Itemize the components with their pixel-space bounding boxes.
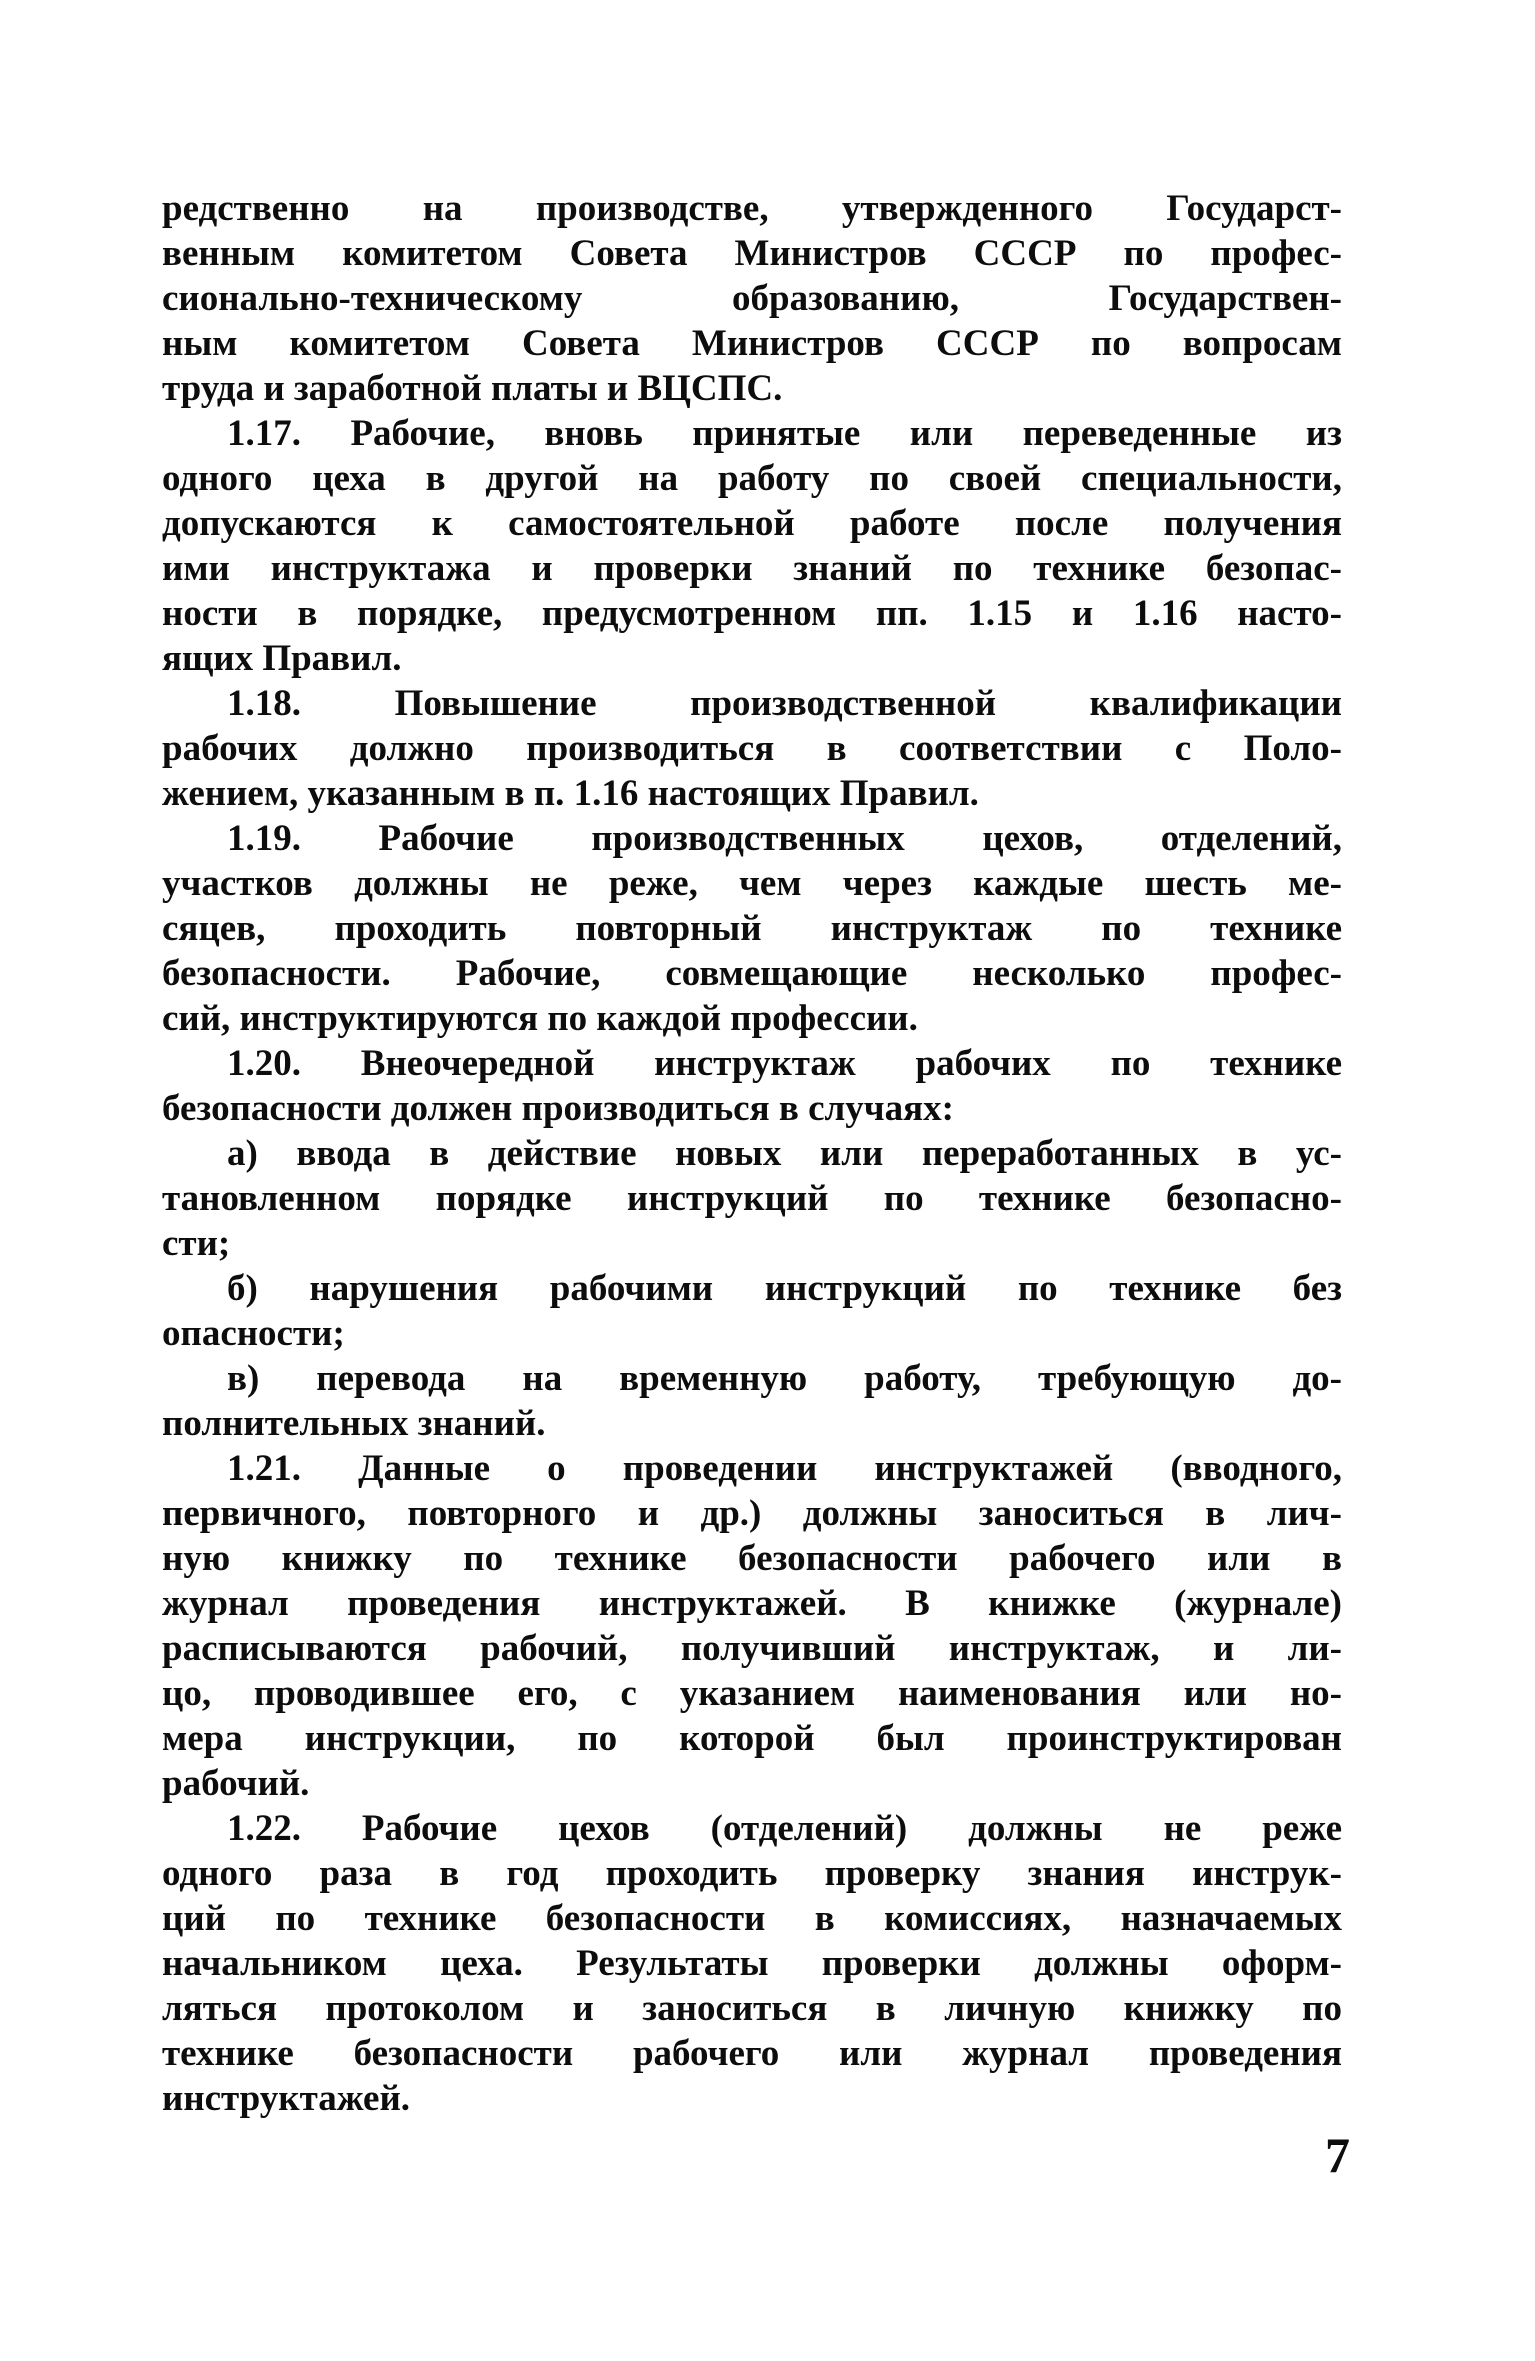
text-line: ций по технике безопасности в комиссиях, назначаемых <box>162 1898 1342 1939</box>
text-line: 1.20. Внеочередной инструктаж рабочих по технике <box>227 1043 1342 1084</box>
text-line: 1.22. Рабочие цехов (отделений) должны не реже <box>227 1808 1342 1849</box>
text-line: жением, указанным в п. 1.16 настоящих Правил. <box>162 773 979 814</box>
text-line: ности в порядке, предусмотренном пп. 1.15 и 1.16 насто- <box>162 593 1342 634</box>
text-line: сти; <box>162 1223 231 1264</box>
text-block <box>162 186 1342 2121</box>
text-line: сий, инструктируются по каждой профессии. <box>162 998 918 1039</box>
text-line: а) ввода в действие новых или переработанных в ус- <box>227 1133 1342 1174</box>
text-line: одного цеха в другой на работу по своей специальности, <box>162 458 1342 499</box>
text-line: в) перевода на временную работу, требующую до- <box>227 1358 1342 1399</box>
text-line: редственно на производстве, утвержденного Государст- <box>162 188 1342 229</box>
text-line: тановленном порядке инструкций по технике безопасно- <box>162 1178 1342 1219</box>
text-line: 1.19. Рабочие производственных цехов, отделений, <box>227 818 1342 859</box>
text-line: начальником цеха. Результаты проверки должны оформ- <box>162 1943 1342 1984</box>
text-line: технике безопасности рабочего или журнал проведения <box>162 2033 1342 2074</box>
text-line: мера инструкции, по которой был проинструктирован <box>162 1718 1342 1759</box>
text-line: ную книжку по технике безопасности рабочего или в <box>162 1538 1342 1579</box>
text-line: 1.21. Данные о проведении инструктажей (вводного, <box>227 1448 1342 1489</box>
text-line: сяцев, проходить повторный инструктаж по технике <box>162 908 1342 949</box>
text-line: ящих Правил. <box>162 638 402 679</box>
text-line: журнал проведения инструктажей. В книжке (журнале) <box>162 1583 1342 1624</box>
text-line: рабочий. <box>162 1763 310 1804</box>
text-line: опасности; <box>162 1313 345 1354</box>
text-line: 1.18. Повышение производственной квалификации <box>227 683 1342 724</box>
text-line: б) нарушения рабочими инструкций по технике без <box>227 1268 1342 1309</box>
text-line: первичного, повторного и др.) должны заноситься в лич- <box>162 1493 1342 1534</box>
text-line: безопасности должен производиться в случаях: <box>162 1088 954 1129</box>
page-number: 7 <box>1325 2127 1350 2183</box>
text-line: ими инструктажа и проверки знаний по технике безопас- <box>162 548 1342 589</box>
text-line: допускаются к самостоятельной работе после получения <box>162 503 1342 544</box>
text-line: расписываются рабочий, получивший инструктаж, и ли- <box>162 1628 1342 1669</box>
text-line: сионально-техническому образованию, Государствен- <box>162 278 1342 319</box>
text-line: полнительных знаний. <box>162 1403 546 1444</box>
text-line: цо, проводившее его, с указанием наименования или но- <box>162 1673 1342 1714</box>
text-line: участков должны не реже, чем через каждые шесть ме- <box>162 863 1342 904</box>
text-line: 1.17. Рабочие, вновь принятые или переведенные из <box>227 413 1342 454</box>
text-line: рабочих должно производиться в соответствии с Поло- <box>162 728 1342 769</box>
text-line: труда и заработной платы и ВЦСПС. <box>162 368 783 409</box>
text-line: безопасности. Рабочие, совмещающие несколько профес- <box>162 953 1342 994</box>
text-line: ным комитетом Совета Министров СССР по вопросам <box>162 323 1342 364</box>
text-line: венным комитетом Совета Министров СССР по профес- <box>162 233 1342 274</box>
text-line: инструктажей. <box>162 2078 411 2119</box>
text-line: ляться протоколом и заноситься в личную книжку по <box>162 1988 1342 2029</box>
text-line: одного раза в год проходить проверку знания инструк- <box>162 1853 1342 1894</box>
